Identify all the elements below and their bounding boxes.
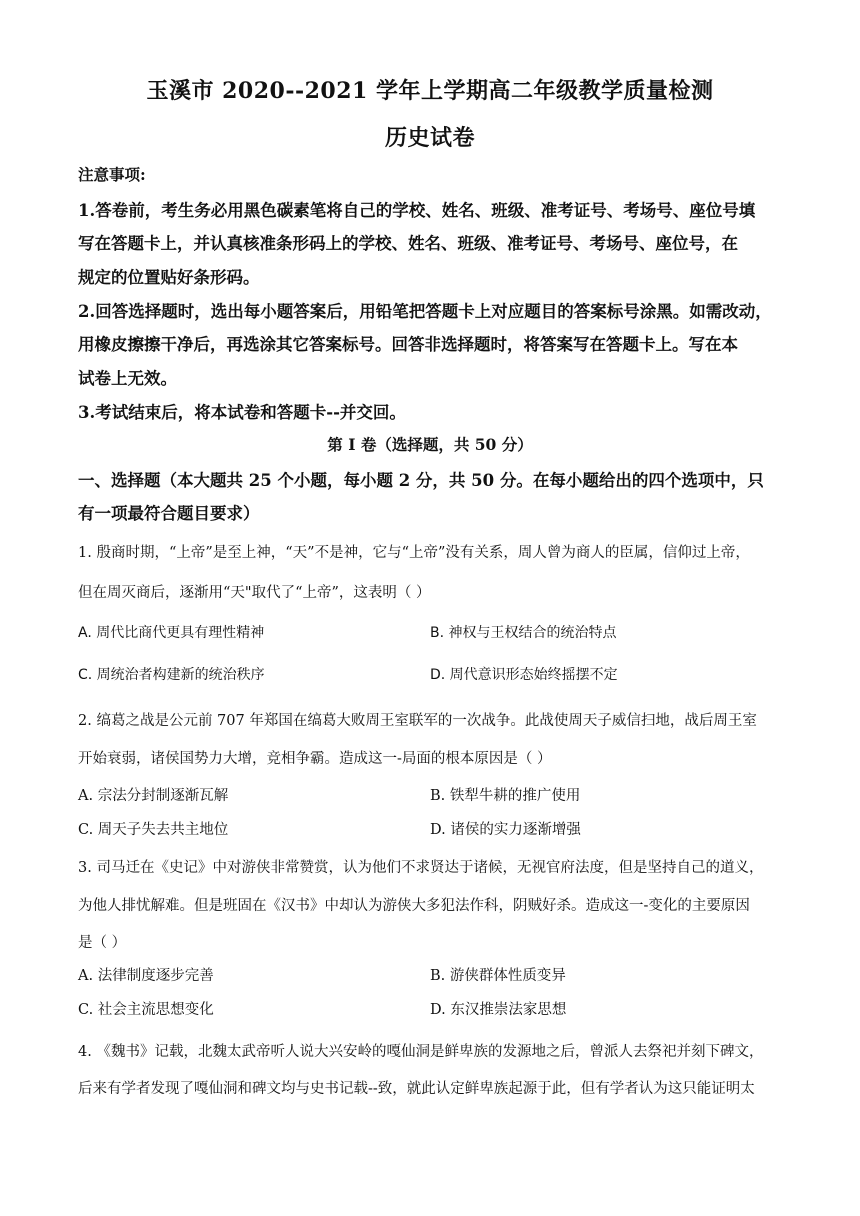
question-2-line: 2. 缟葛之战是公元前 707 年郑国在缟葛大败周王室联军的一次战争。此战使周天子威信扫地，战后周王室 [78,713,757,729]
question-3-line: 是（ ） [78,935,127,951]
question-1-line: 1. 殷商时期，“上帝”是至上神，“天”不是神，它与“上帝”没有关系，周人曾为商人的臣属，信仰过上帝， [78,545,750,561]
question-2-option-c: C. 周天子失去共主地位 [78,822,229,838]
question-1-option-b: B. 神权与王权结合的统治特点 [430,625,617,641]
question-1-option-a: A. 周代比商代更具有理性精神 [78,625,265,641]
question-2-option-a: A. 宗法分封制逐渐瓦解 [78,788,229,804]
question-2-line: 开始衰弱，诸侯国势力大增，竞相争霸。造成这一-局面的根本原因是（ ） [78,751,552,767]
exam-subtitle: 历史试卷 [384,125,475,151]
question-3-option-b: B. 游侠群体性质变异 [430,968,566,984]
notice-heading: 注意事项: [78,165,146,184]
section-intro-line: 一、选择题（本大题共 25 个小题，每小题 2 分，共 50 分。在每小题给出的四个选项中，只 [78,471,764,490]
question-3-line: 为他人排忧解难。但是班固在《汉书》中却认为游侠大多犯法作科，阴贼好杀。造成这一-变化的主要原因 [78,898,750,914]
notice-line: 用橡皮擦擦干净后，再选涂其它答案标号。回答非选择题时，将答案写在答题卡上。写在本 [78,335,738,354]
question-3-option-c: C. 社会主流思想变化 [78,1002,214,1018]
question-2-option-d: D. 诸侯的实力逐渐增强 [430,822,581,838]
notice-line: 写在答题卡上，并认真核准条形码上的学校、姓名、班级、准考证号、考场号、座位号，在 [78,234,738,253]
question-3-line: 3. 司马迁在《史记》中对游侠非常赞赏，认为他们不求贤达于诸候，无视官府法度，但是坚持自己的道义， [78,860,764,876]
question-2-option-b: B. 铁犁牛耕的推广使用 [430,788,581,804]
section-intro-line: 有一项最符合题目要求） [78,504,260,523]
question-3-option-d: D. 东汉推崇法家思想 [430,1002,567,1018]
section-title: 第 I 卷（选择题，共 50 分） [327,435,533,454]
notice-line: 规定的位置贴好条形码。 [78,268,260,287]
question-4-line: 后来有学者发现了嘎仙洞和碑文均与史书记载--致，就此认定鲜卑族起源于此，但有学者认为这只能证明太 [78,1081,755,1097]
question-1-option-c: C. 周统治者构建新的统治秩序 [78,667,265,683]
exam-title: 玉溪市 2020--2021 学年上学期高二年级教学质量检测 [146,78,714,104]
question-4-line: 4. 《魏书》记载，北魏太武帝听人说大兴安岭的嘎仙洞是鲜卑族的发源地之后，曾派人去祭祀并刻下碑文， [78,1044,764,1060]
notice-line: 1.答卷前，考生务必用黑色碳素笔将自己的学校、姓名、班级、准考证号、考场号、座位号填 [78,201,756,220]
notice-line: 3.考试结束后，将本试卷和答题卡--并交回。 [78,403,406,422]
question-3-option-a: A. 法律制度逐步完善 [78,968,214,984]
question-1-line: 但在周灭商后，逐渐用“天"取代了“上帝”，这表明（ ） [78,585,431,601]
notice-line: 试卷上无效。 [78,369,177,388]
notice-line: 2.回答选择题时，选出每小题答案后，用铅笔把答题卡上对应题目的答案标号涂黑。如需改动， [78,302,772,321]
question-1-option-d: D. 周代意识形态始终摇摆不定 [430,667,618,683]
